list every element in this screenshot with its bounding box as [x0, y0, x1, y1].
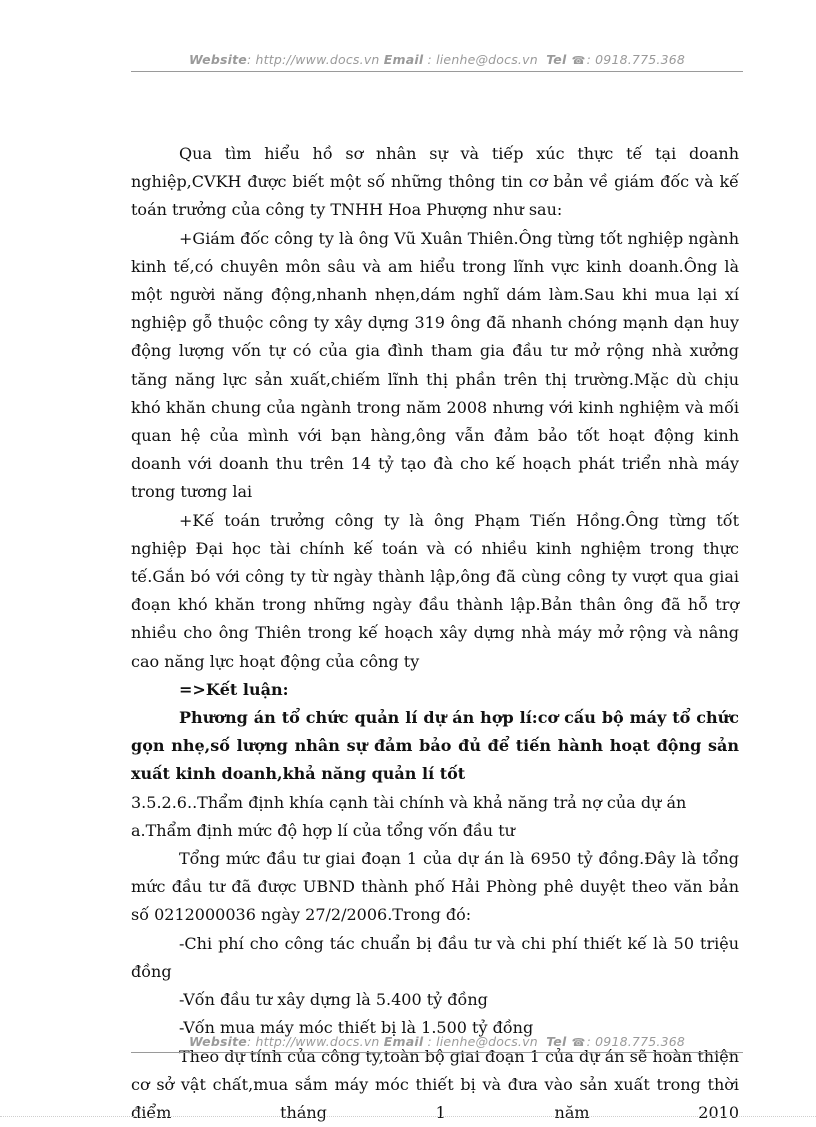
- paragraph-schedule: Theo dự tính của công ty,toàn bộ giai đoạn 1 của dự án sẽ hoàn thiện cơ sở vật chất,mua sắm máy móc thiết bị và đưa vào sản xuất trong thời điểm tháng 1 năm 2010: [131, 1043, 739, 1127]
- paragraph-total-investment: Tổng mức đầu tư giai đoạn 1 của dự án là 6950 tỷ đồng.Đây là tổng mức đầu tư đã được UBND thành phố Hải Phòng phê duyệt theo văn bản số 0212000036 ngày 27/2/2006.Trong đó:: [131, 845, 739, 930]
- header-rule: [131, 71, 743, 72]
- footer-website-value: : http://www.docs.vn: [247, 1034, 380, 1049]
- section-heading: 3.5.2.6..Thẩm định khía cạnh tài chính và khả năng trả nợ của dự án: [131, 789, 739, 817]
- header-tel-value: : 0918.775.368: [587, 52, 685, 67]
- list-item-construction-capital: -Vốn đầu tư xây dựng là 5.400 tỷ đồng: [131, 986, 739, 1014]
- conclusion-text: Phương án tổ chức quản lí dự án hợp lí:cơ cấu bộ máy tổ chức gọn nhẹ,số lượng nhân sự đảm bảo đủ để tiến hành hoạt động sản xuất kinh doanh,khả năng quản lí tốt: [131, 704, 739, 789]
- paragraph-chief-accountant: +Kế toán trưởng công ty là ông Phạm Tiến Hồng.Ông từng tốt nghiệp Đại học tài chính kế toán và có nhiều kinh nghiệm trong thực tế.Gắn bó với công ty từ ngày thành lập,ông đã cùng công ty vượt qua giai đoạn khó khăn trong những ngày đầu thành lập.Bản thân ông đã hỗ trợ nhiều cho ông Thiên trong kế hoạch xây dựng nhà máy mở rộng và nâng cao năng lực hoạt động của công ty: [131, 507, 739, 676]
- paragraph-intro: Qua tìm hiểu hồ sơ nhân sự và tiếp xúc thực tế tại doanh nghiệp,CVKH được biết một số những thông tin cơ bản về giám đốc và kế toán trưởng của công ty TNHH Hoa Phượng như sau:: [131, 140, 739, 225]
- footer-tel-label: Tel: [546, 1034, 566, 1049]
- header-email-label: Email: [384, 52, 424, 67]
- header-tel-label: Tel: [546, 52, 566, 67]
- header-website-value: : http://www.docs.vn: [247, 52, 380, 67]
- conclusion-label: =>Kết luận:: [131, 676, 739, 704]
- page-header: [131, 52, 743, 67]
- document-body: [131, 140, 739, 1127]
- footer-tel-value: : 0918.775.368: [587, 1034, 685, 1049]
- footer-email-value: : lienhe@docs.vn: [428, 1034, 538, 1049]
- page-edge-divider: [0, 1116, 816, 1117]
- footer-website-label: Website: [189, 1034, 247, 1049]
- list-item-preparation-cost: -Chi phí cho công tác chuẩn bị đầu tư và chi phí thiết kế là 50 triệu đồng: [131, 930, 739, 986]
- page-footer: [131, 1034, 743, 1049]
- phone-icon: ☎: [572, 1036, 586, 1049]
- subsection-heading: a.Thẩm định mức độ hợp lí của tổng vốn đầu tư: [131, 817, 739, 845]
- header-website-label: Website: [189, 52, 247, 67]
- header-email-value: : lienhe@docs.vn: [428, 52, 538, 67]
- paragraph-director: +Giám đốc công ty là ông Vũ Xuân Thiên.Ông từng tốt nghiệp ngành kinh tế,có chuyên môn sâu và am hiểu trong lĩnh vực kinh doanh.Ông là một người năng động,nhanh nhẹn,dám nghĩ dám làm.Sau khi mua lại xí nghiệp gỗ thuộc công ty xây dựng 319 ông đã nhanh chóng mạnh dạn huy động lượng vốn tự có của gia đình tham gia đầu tư mở rộng nhà xưởng tăng năng lực sản xuất,chiếm lĩnh thị phần trên thị trường.Mặc dù chịu khó khăn chung của ngành trong năm 2008 nhưng với kinh nghiệm và mối quan hệ của mình với bạn hàng,ông vẫn đảm bảo tốt hoạt động kinh doanh với doanh thu trên 14 tỷ tạo đà cho kế hoạch phát triển nhà máy trong tương lai: [131, 225, 739, 507]
- footer-email-label: Email: [384, 1034, 424, 1049]
- list-item-equipment-capital: -Vốn mua máy móc thiết bị là 1.500 tỷ đồng: [131, 1014, 739, 1042]
- phone-icon: ☎: [572, 54, 586, 67]
- footer-rule: [131, 1052, 743, 1053]
